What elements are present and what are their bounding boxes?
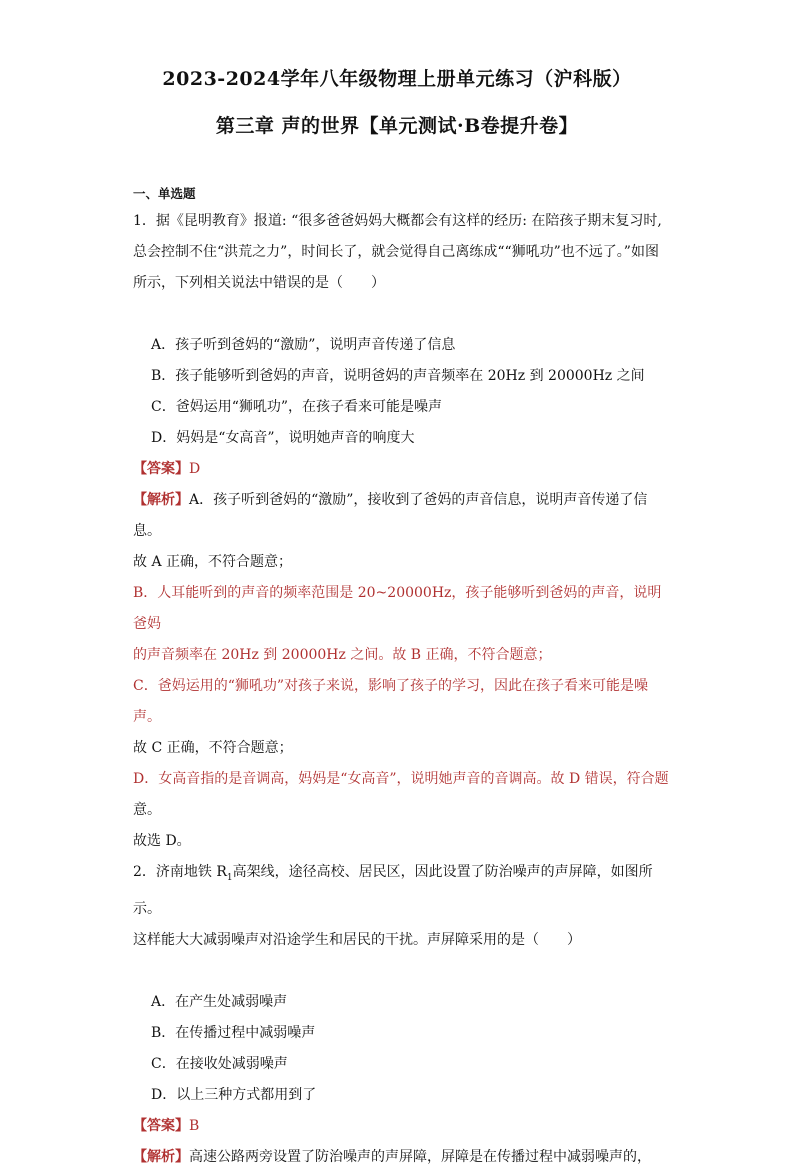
q1-analysis-line-4: 的声音频率在 20Hz 到 20000Hz 之间。故 B 正确，不符合题意； xyxy=(133,647,552,663)
q1-stem-line-1: 1．据《昆明教育》报道: “很多爸爸妈妈大概都会有这样的经历: 在陪孩子期末复习时, xyxy=(133,213,662,229)
q2-stem-part-a: 2．济南地铁 R xyxy=(133,864,227,880)
q1-option-b: B．孩子能够听到爸妈的声音，说明爸妈的声音频率在 20Hz 到 20000Hz 之间 xyxy=(151,368,645,384)
q1-analysis-line-5: C．爸妈运用的“狮吼功”对孩子来说，影响了孩子的学习，因此在孩子看来可能是噪声。 xyxy=(133,678,649,725)
q1-analysis-line-2: 故 A 正确，不符合题意； xyxy=(133,554,293,570)
q2-analysis-line-1 xyxy=(133,1142,673,1173)
q1-analysis-line-6: 故 C 正确，不符合题意； xyxy=(133,740,293,756)
page-title: 2023-2024学年八年级物理上册单元练习（沪科版） xyxy=(162,68,632,90)
analysis-text: 高速公路两旁设置了防治噪声的声屏障，屏障是在传播过程中减弱噪声的， xyxy=(189,1148,651,1165)
q2-option-b: B．在传播过程中减弱噪声 xyxy=(151,1024,316,1041)
answer-tag: 【答案】 xyxy=(133,1117,189,1134)
q2-stem-line-1 xyxy=(133,857,673,925)
document-body xyxy=(133,182,673,1173)
q1-figure-space xyxy=(133,299,673,330)
q2-stem-subscript: 1 xyxy=(226,872,233,883)
answer-tag: 【答案】 xyxy=(133,461,189,477)
answer-value: D xyxy=(189,461,201,477)
q1-conclusion: 故选 D。 xyxy=(133,833,191,849)
q1-stem-line-2: 总会控制不住“洪荒之力”，时间长了，就会觉得自己离练成““狮吼功”也不远了。”如图 xyxy=(133,244,659,260)
q2-stem-part-b: 高架线，途径高校、居民区，因此设置了防治噪声的声屏障，如图所示。 xyxy=(133,864,653,917)
q1-option-a: A．孩子听到爸妈的“激励”，说明声音传递了信息 xyxy=(151,337,456,353)
q1-option-c: C．爸妈运用“狮吼功”，在孩子看来可能是噪声 xyxy=(151,399,443,415)
page-subtitle: 第三章 声的世界【单元测试·B卷提升卷】 xyxy=(215,115,579,137)
q1-analysis-line-8: 意。 xyxy=(133,802,161,818)
analysis-text: A．孩子听到爸妈的“激励”，接收到了爸妈的声音信息，说明声音传递了信息。 xyxy=(133,492,648,539)
q2-answer xyxy=(133,1111,673,1142)
q2-option-c: C．在接收处减弱噪声 xyxy=(151,1055,288,1072)
q1-analysis-line-7: D．女高音指的是音调高，妈妈是“女高音”，说明她声音的音调高。故 D 错误，符合题 xyxy=(133,771,669,787)
q1-stem-line-3: 所示，下列相关说法中错误的是（ ） xyxy=(133,275,385,291)
q1-analysis-line-1 xyxy=(133,485,673,547)
q1-option-d: D．妈妈是“女高音”，说明她声音的响度大 xyxy=(151,430,415,446)
q2-option-d: D．以上三种方式都用到了 xyxy=(151,1086,317,1103)
q2-figure-space xyxy=(133,956,673,987)
analysis-tag: 【解析】 xyxy=(133,1148,189,1165)
q2-stem-line-2: 这样能大大减弱噪声对沿途学生和居民的干扰。声屏障采用的是（ ） xyxy=(133,931,581,948)
analysis-tag: 【解析】 xyxy=(133,492,189,508)
answer-value: B xyxy=(189,1117,200,1134)
section-heading: 一、单选题 xyxy=(133,186,196,201)
q1-answer xyxy=(133,454,673,485)
q1-analysis-line-3: B．人耳能听到的声音的频率范围是 20~20000Hz，孩子能够听到爸妈的声音，说明爸妈 xyxy=(133,585,662,632)
q2-option-a: A．在产生处减弱噪声 xyxy=(151,993,288,1010)
